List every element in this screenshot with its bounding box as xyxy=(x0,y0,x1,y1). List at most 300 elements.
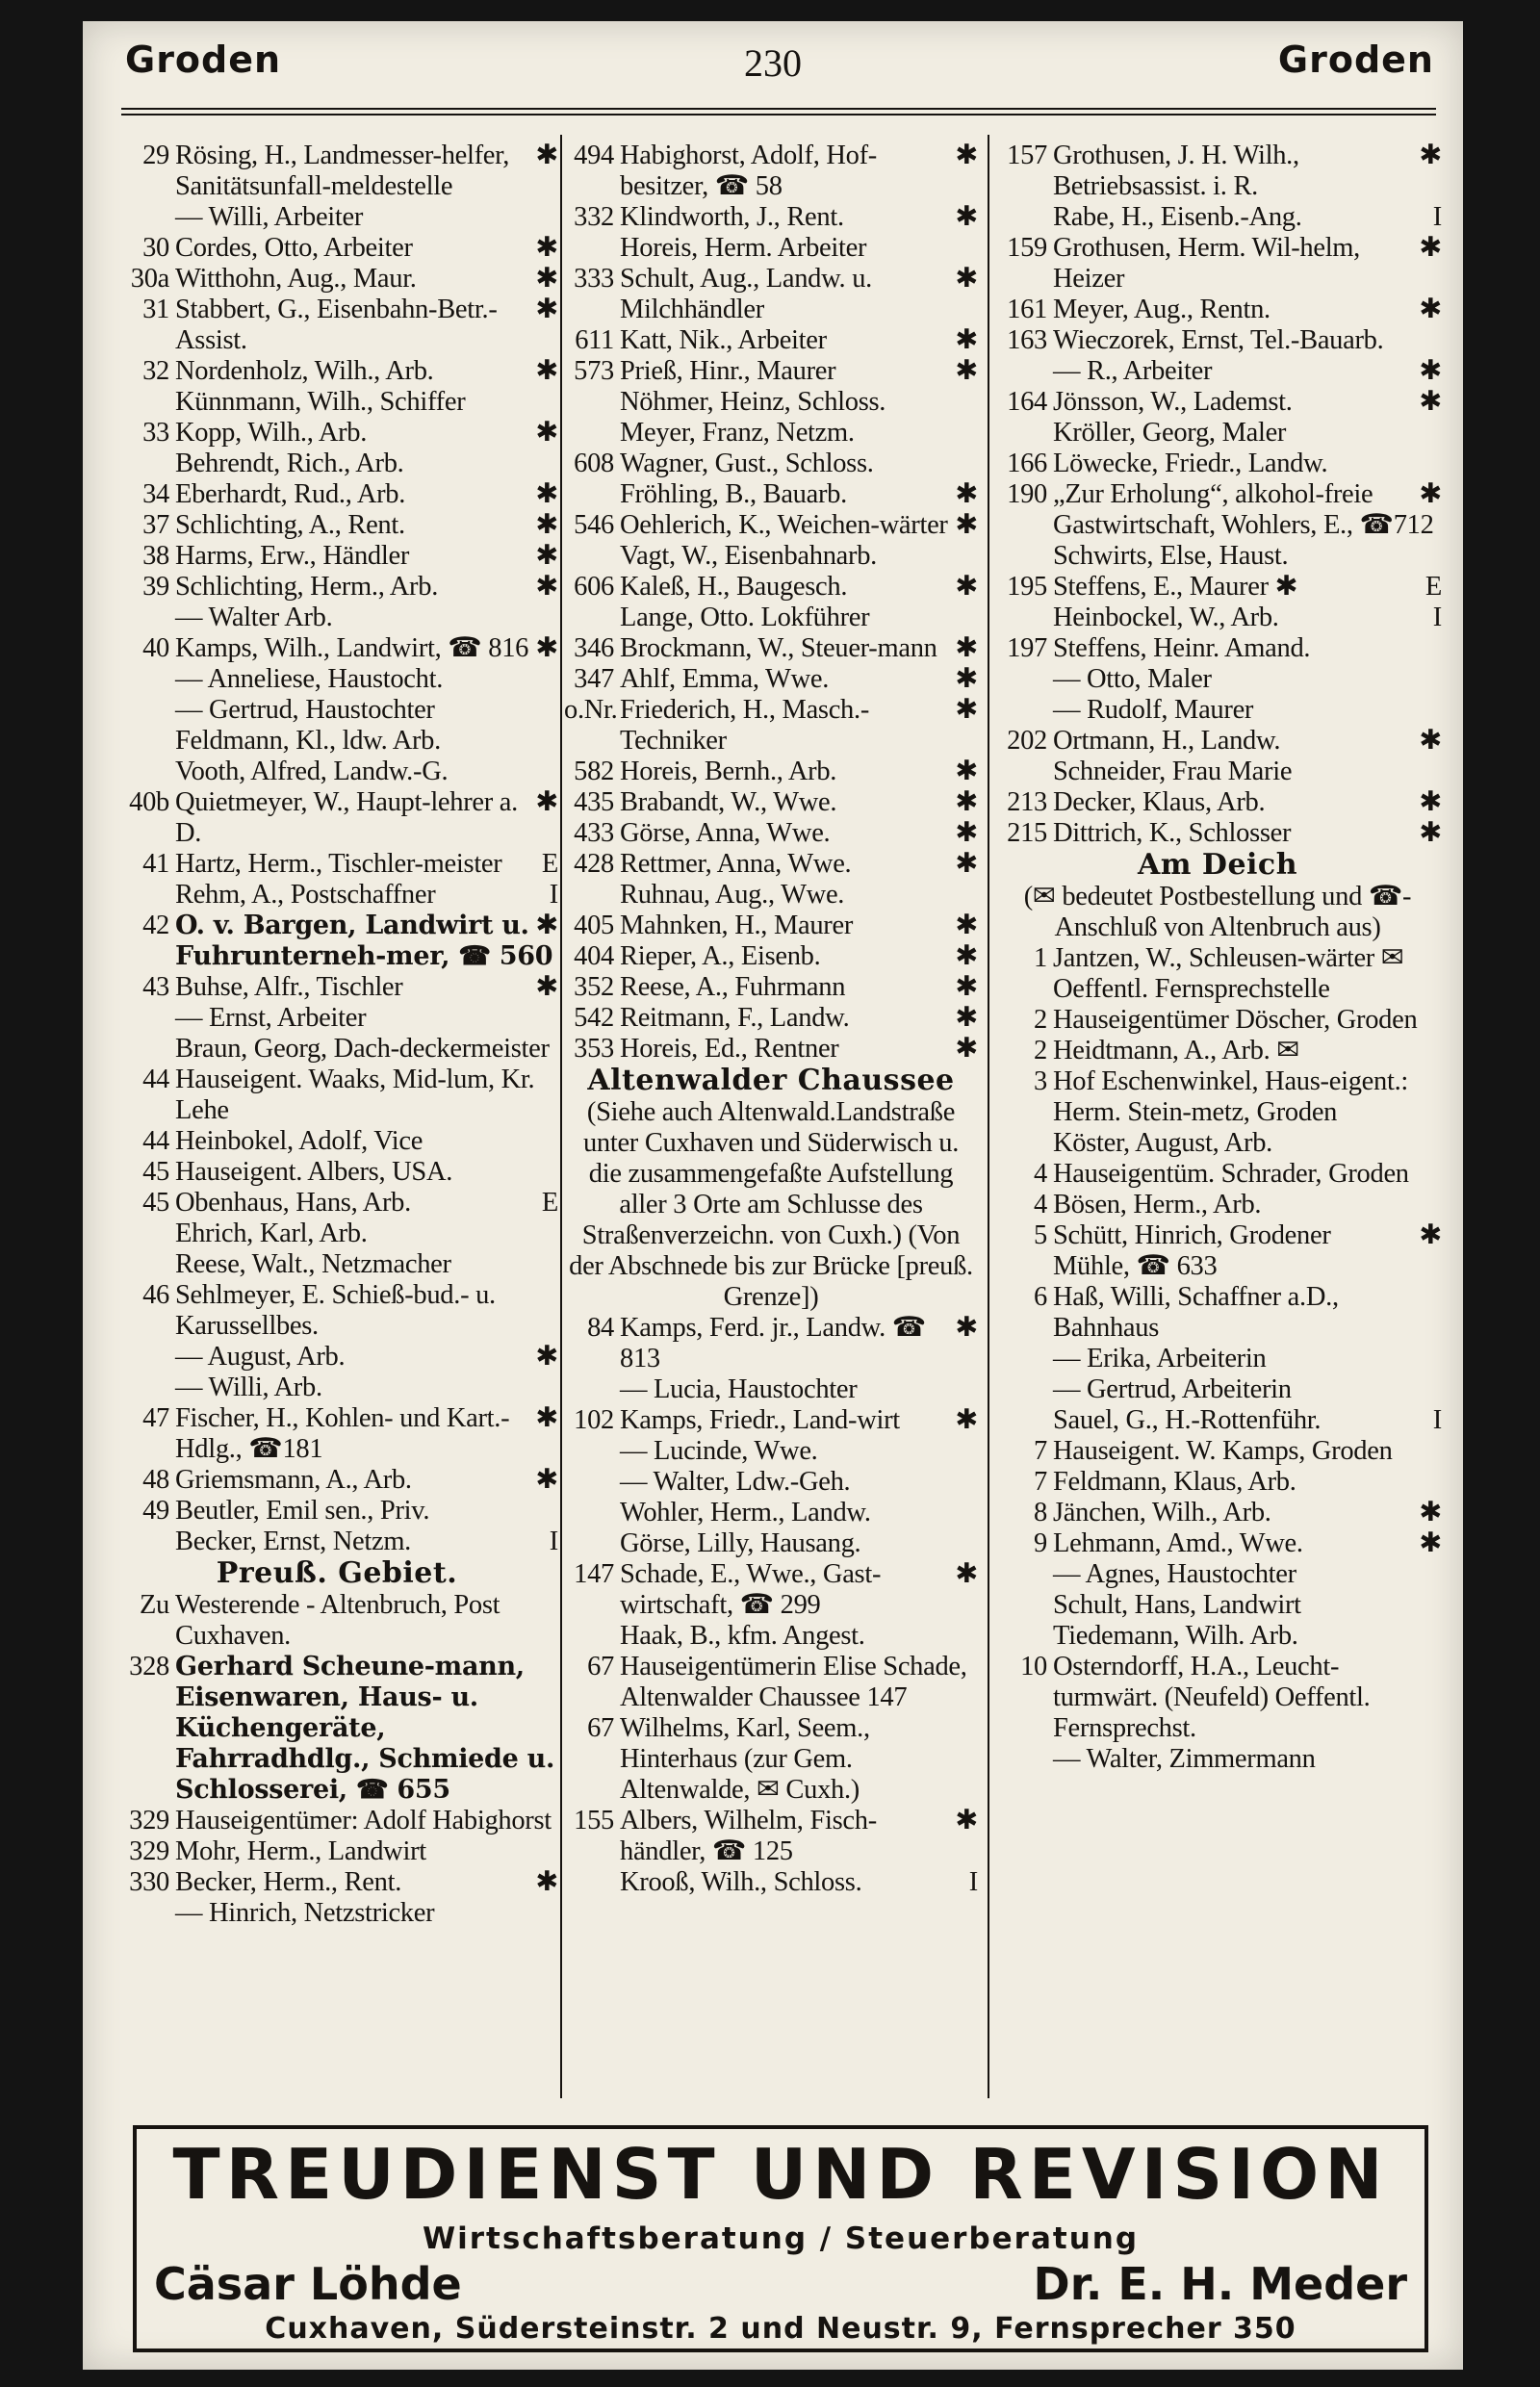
entry-symbol: ✱ xyxy=(955,510,978,540)
directory-entry xyxy=(116,1836,558,1867)
resident-text: Hauseigentümerin Elise Schade, Altenwalder Chaussee 147 xyxy=(620,1652,967,1712)
house-number: 328 xyxy=(129,1652,169,1681)
directory-entry xyxy=(564,880,978,911)
directory-entry xyxy=(564,664,978,695)
directory-entry xyxy=(993,325,1442,356)
resident-text: Köster, August, Arb. xyxy=(1053,1128,1272,1158)
resident-text: Quietmeyer, W., Haupt-lehrer a. D. xyxy=(175,787,518,848)
directory-entry xyxy=(116,141,558,202)
resident-text: Ehrich, Karl, Arb. xyxy=(175,1219,368,1248)
resident-text: Künnmann, Wilh., Schiffer xyxy=(175,387,466,417)
house-number: 329 xyxy=(129,1806,169,1835)
directory-entry xyxy=(116,418,558,449)
resident-text: Klindworth, J., Rent. xyxy=(620,202,844,232)
resident-text: Steffens, E., Maurer ✱ xyxy=(1053,572,1298,602)
house-number: 346 xyxy=(574,633,614,663)
entry-symbol: ✱ xyxy=(1419,1498,1442,1527)
resident-text: Kamps, Ferd. jr., Landw. ☎ 813 xyxy=(620,1313,926,1373)
resident-text: Schütt, Hinrich, Grodener Mühle, ☎ 633 xyxy=(1053,1220,1331,1281)
resident-text: Mahnken, H., Maurer xyxy=(620,911,854,940)
resident-text: — Hinrich, Netzstricker xyxy=(175,1898,435,1928)
house-number: 2 xyxy=(1034,1036,1047,1065)
resident-text: Meyer, Aug., Rentn. xyxy=(1053,295,1270,324)
house-number: 4 xyxy=(1034,1159,1047,1189)
resident-text: Becker, Herm., Rent. xyxy=(175,1867,402,1897)
house-number: 31 xyxy=(142,295,169,324)
resident-text: Becker, Ernst, Netzm. xyxy=(175,1527,412,1556)
directory-entry xyxy=(116,757,558,787)
directory-entry xyxy=(116,510,558,541)
section-heading: Am Deich xyxy=(1137,848,1298,882)
directory-entry xyxy=(564,1713,978,1806)
directory-entry xyxy=(993,1652,1442,1744)
resident-text: Feldmann, Kl., ldw. Arb. xyxy=(175,726,441,756)
house-number: 43 xyxy=(142,972,169,1002)
directory-entry xyxy=(993,1590,1442,1621)
house-number: 39 xyxy=(142,572,169,602)
directory-entry xyxy=(564,911,978,941)
entry-symbol: ✱ xyxy=(955,757,978,786)
resident-text: Albers, Wilhelm, Fisch-händler, ☎ 125 xyxy=(620,1806,877,1866)
ad-name-right: Dr. E. H. Meder xyxy=(1033,2258,1407,2310)
directory-entry xyxy=(993,664,1442,695)
entry-symbol: ✱ xyxy=(955,572,978,602)
directory-entry xyxy=(116,387,558,418)
resident-text: Hauseigentümer Döscher, Groden xyxy=(1053,1005,1418,1035)
entry-symbol: ✱ xyxy=(535,233,558,263)
directory-entry xyxy=(993,1405,1442,1436)
resident-text: Rösing, H., Landmesser-helfer, Sanitätsunfall-meldestelle xyxy=(175,141,510,201)
directory-entry xyxy=(116,356,558,387)
resident-text: Krooß, Wilh., Schloss. xyxy=(620,1867,862,1897)
directory-entry xyxy=(116,295,558,356)
directory-entry xyxy=(564,141,978,202)
house-number: 7 xyxy=(1034,1467,1047,1497)
resident-text: Hauseigent. W. Kamps, Groden xyxy=(1053,1436,1393,1466)
entry-symbol: I xyxy=(1432,603,1442,632)
directory-entry xyxy=(993,1036,1442,1066)
directory-entry xyxy=(116,633,558,664)
resident-text: Schult, Hans, Landwirt xyxy=(1053,1590,1301,1620)
entry-symbol: ✱ xyxy=(535,1867,558,1897)
directory-entry xyxy=(993,541,1442,572)
directory-entry xyxy=(116,1065,558,1126)
directory-entry xyxy=(116,1527,558,1557)
resident-text: Kamps, Friedr., Land-wirt xyxy=(620,1405,900,1435)
house-number: 546 xyxy=(574,510,614,540)
directory-entry xyxy=(116,787,558,849)
directory-entry xyxy=(564,356,978,387)
resident-text: Dittrich, K., Schlosser xyxy=(1053,818,1292,848)
entry-symbol: ✱ xyxy=(1419,479,1442,509)
ad-headline: TREUDIENST UND REVISION xyxy=(172,2134,1389,2215)
entry-symbol: E xyxy=(541,1188,558,1218)
ad-address: Cuxhaven, Südersteinstr. 2 und Neustr. 9, Fernsprecher 350 xyxy=(265,2312,1296,2346)
resident-text: Haak, B., kfm. Angest. xyxy=(620,1621,865,1651)
directory-entry xyxy=(116,541,558,572)
entry-symbol: ✱ xyxy=(955,1003,978,1033)
directory-entry xyxy=(116,849,558,880)
entry-symbol: ✱ xyxy=(535,541,558,571)
entry-symbol: ✱ xyxy=(955,695,978,725)
entry-symbol: ✱ xyxy=(955,1034,978,1064)
page-header xyxy=(83,21,1463,108)
house-number: 147 xyxy=(574,1559,614,1589)
resident-text: Hartz, Herm., Tischler-meister xyxy=(175,849,502,879)
resident-text: Katt, Nik., Arbeiter xyxy=(620,325,827,355)
entry-symbol: ✱ xyxy=(955,356,978,386)
resident-text: Heinbockel, W., Arb. xyxy=(1053,603,1279,632)
directory-entry xyxy=(564,1806,978,1867)
house-number: 161 xyxy=(1007,295,1047,324)
resident-text: — Otto, Maler xyxy=(1053,664,1212,694)
resident-text: — Walter, Zimmermann xyxy=(1053,1744,1316,1774)
directory-entry xyxy=(993,1159,1442,1190)
directory-entry xyxy=(993,1744,1442,1775)
entry-symbol: ✱ xyxy=(955,1559,978,1589)
directory-entry xyxy=(993,233,1442,295)
directory-entry xyxy=(564,1313,978,1374)
column-3 xyxy=(993,141,1442,1775)
resident-text: Heinbokel, Adolf, Vice xyxy=(175,1126,424,1156)
directory-entry xyxy=(993,818,1442,849)
resident-text: — Ernst, Arbeiter xyxy=(175,1003,367,1033)
directory-entry xyxy=(993,1528,1442,1559)
house-number: 40b xyxy=(129,787,169,817)
directory-entry xyxy=(116,264,558,295)
resident-text: Braun, Georg, Dach-deckermeister xyxy=(175,1034,550,1064)
house-number: 42 xyxy=(142,911,169,940)
entry-symbol: ✱ xyxy=(955,787,978,817)
resident-text: — Walter Arb. xyxy=(175,603,333,632)
directory-entry xyxy=(564,1374,978,1405)
directory-entry xyxy=(564,233,978,264)
directory-entry xyxy=(564,479,978,510)
directory-entry xyxy=(564,1467,978,1498)
house-number: 330 xyxy=(129,1867,169,1897)
resident-text: Decker, Klaus, Arb. xyxy=(1053,787,1266,817)
house-number: 404 xyxy=(574,941,614,971)
resident-text: Behrendt, Rich., Arb. xyxy=(175,449,404,478)
directory-entry xyxy=(993,479,1442,541)
column-2 xyxy=(564,141,978,1898)
resident-text: Eberhardt, Rud., Arb. xyxy=(175,479,406,509)
directory-entry xyxy=(116,972,558,1003)
directory-entry xyxy=(116,726,558,757)
house-number: 40 xyxy=(142,633,169,663)
directory-entry xyxy=(116,479,558,510)
directory-entry xyxy=(993,1220,1442,1282)
entry-symbol: E xyxy=(1424,572,1442,602)
resident-text: Reese, A., Fuhrmann xyxy=(620,972,846,1002)
house-number: 157 xyxy=(1007,141,1047,170)
directory-entry xyxy=(993,1467,1442,1498)
directory-entry xyxy=(993,943,1442,1005)
directory-entry xyxy=(993,295,1442,325)
directory-entry xyxy=(993,1498,1442,1528)
house-number: 329 xyxy=(129,1836,169,1866)
house-number: 606 xyxy=(574,572,614,602)
resident-text: Nordenholz, Wilh., Arb. xyxy=(175,356,434,386)
directory-entry xyxy=(116,695,558,726)
house-number: 353 xyxy=(574,1034,614,1064)
entry-symbol: ✱ xyxy=(955,818,978,848)
resident-text: Wieczorek, Ernst, Tel.-Bauarb. xyxy=(1053,325,1384,355)
entry-symbol: ✱ xyxy=(535,572,558,602)
entry-symbol: ✱ xyxy=(1419,1220,1442,1250)
directory-entry xyxy=(564,972,978,1003)
entry-symbol: I xyxy=(1432,1405,1442,1435)
entry-symbol: ✱ xyxy=(1419,233,1442,263)
resident-text: Reese, Walt., Netzmacher xyxy=(175,1249,451,1279)
entry-symbol: ✱ xyxy=(955,664,978,694)
directory-entry xyxy=(564,1498,978,1528)
directory-entry xyxy=(564,849,978,880)
house-number: o.Nr. xyxy=(564,695,618,725)
entry-symbol: ✱ xyxy=(535,1342,558,1372)
entry-symbol: ✱ xyxy=(535,633,558,663)
entry-symbol: ✱ xyxy=(955,479,978,509)
house-number: 5 xyxy=(1034,1220,1047,1250)
directory-entry xyxy=(116,1280,558,1342)
resident-text: Hauseigent. Albers, USA. xyxy=(175,1157,453,1187)
directory-entry xyxy=(564,818,978,849)
ad-name-left: Cäsar Löhde xyxy=(154,2258,462,2310)
directory-entry xyxy=(116,1342,558,1373)
entry-symbol: ✱ xyxy=(535,1465,558,1495)
house-number: 159 xyxy=(1007,233,1047,263)
house-number: 405 xyxy=(574,911,614,940)
section-note: (✉ bedeutet Postbestellung und ☎-Anschluß von Altenbruch aus) xyxy=(1023,882,1412,942)
resident-text: — Walter, Ldw.-Geh. xyxy=(620,1467,851,1497)
resident-text: Witthohn, Aug., Maur. xyxy=(175,264,417,294)
house-number: 582 xyxy=(574,757,614,786)
house-number: 190 xyxy=(1007,479,1047,509)
entry-symbol: ✱ xyxy=(955,972,978,1002)
entry-symbol: ✱ xyxy=(535,264,558,294)
resident-text: Rehm, A., Postschaffner xyxy=(175,880,436,910)
house-number: 8 xyxy=(1034,1498,1047,1527)
directory-entry xyxy=(993,1374,1442,1405)
house-number: 573 xyxy=(574,356,614,386)
resident-text: Schwirts, Else, Haust. xyxy=(1053,541,1289,571)
directory-entry xyxy=(116,1126,558,1157)
resident-text: Kopp, Wilh., Arb. xyxy=(175,418,368,448)
resident-text: Fröhling, B., Bauarb. xyxy=(620,479,847,509)
house-number: 84 xyxy=(587,1313,614,1343)
house-number: 195 xyxy=(1007,572,1047,602)
resident-text: Reitmann, F., Landw. xyxy=(620,1003,850,1033)
resident-text: Lehmann, Amd., Wwe. xyxy=(1053,1528,1303,1558)
directory-entry xyxy=(993,1190,1442,1220)
entry-symbol: E xyxy=(541,849,558,879)
resident-text: Wilhelms, Karl, Seem., Hinterhaus (zur Gem. Altenwalde, ✉ Cuxh.) xyxy=(620,1713,870,1805)
entry-symbol: ✱ xyxy=(955,325,978,355)
resident-text: Brockmann, W., Steuer-mann xyxy=(620,633,937,663)
resident-text: Schlichting, Herm., Arb. xyxy=(175,572,439,602)
resident-text: Schult, Aug., Landw. u. Milchhändler xyxy=(620,264,872,324)
house-number: 2 xyxy=(1034,1005,1047,1035)
directory-entry xyxy=(564,787,978,818)
house-number: 41 xyxy=(142,849,169,879)
directory-entry xyxy=(993,633,1442,664)
resident-text: Bösen, Herm., Arb. xyxy=(1053,1190,1262,1219)
directory-entry xyxy=(564,757,978,787)
resident-text: Schade, E., Wwe., Gast-wirtschaft, ☎ 299 xyxy=(620,1559,882,1620)
house-number: 164 xyxy=(1007,387,1047,417)
resident-text: — Willi, Arb. xyxy=(175,1373,322,1402)
column-divider xyxy=(560,135,562,2098)
resident-text: Jönsson, W., Lademst. xyxy=(1053,387,1293,417)
directory-entry xyxy=(116,572,558,603)
directory-entry xyxy=(116,1590,558,1652)
entry-symbol: ✱ xyxy=(1419,1528,1442,1558)
resident-text: Schlichting, A., Rent. xyxy=(175,510,405,540)
resident-text: — Erika, Arbeiterin xyxy=(1053,1344,1267,1373)
directory-entry xyxy=(993,1621,1442,1652)
directory-entry xyxy=(116,1403,558,1465)
resident-text: — Willi, Arbeiter xyxy=(175,202,364,232)
directory-entry xyxy=(564,1436,978,1467)
directory-entry xyxy=(116,1219,558,1249)
resident-text: Jantzen, W., Schleusen-wärter ✉ Oeffentl. Fernsprechstelle xyxy=(1053,943,1404,1004)
resident-text: Buhse, Alfr., Tischler xyxy=(175,972,403,1002)
resident-text: — Rudolf, Maurer xyxy=(1053,695,1254,725)
directory-entry xyxy=(993,603,1442,633)
house-number: 29 xyxy=(142,141,169,170)
directory-entry xyxy=(564,325,978,356)
entry-symbol: ✱ xyxy=(535,295,558,324)
directory-entry xyxy=(116,202,558,233)
directory-entry xyxy=(564,1652,978,1713)
header-rule xyxy=(121,114,1436,116)
directory-entry xyxy=(993,418,1442,449)
directory-entry xyxy=(993,1344,1442,1374)
entry-symbol: ✱ xyxy=(535,911,558,940)
entry-symbol: ✱ xyxy=(955,141,978,170)
house-number: 10 xyxy=(1020,1652,1047,1681)
house-number: 163 xyxy=(1007,325,1047,355)
resident-text: Vooth, Alfred, Landw.-G. xyxy=(175,757,449,786)
house-number: 9 xyxy=(1034,1528,1047,1558)
directory-entry xyxy=(116,1373,558,1403)
directory-entry xyxy=(116,1898,558,1929)
directory-entry xyxy=(993,1128,1442,1159)
entry-symbol: ✱ xyxy=(1419,387,1442,417)
resident-text: Friederich, H., Masch.-Techniker xyxy=(620,695,870,756)
resident-text: Rabe, H., Eisenb.-Ang. xyxy=(1053,202,1302,232)
resident-text: Stabbert, G., Eisenbahn-Betr.-Assist. xyxy=(175,295,498,355)
house-number: 7 xyxy=(1034,1436,1047,1466)
resident-text: Rettmer, Anna, Wwe. xyxy=(620,849,852,879)
resident-text: Hof Eschenwinkel, Haus-eigent.: Herm. Stein-metz, Groden xyxy=(1053,1066,1409,1127)
resident-text: — R., Arbeiter xyxy=(1053,356,1213,386)
directory-entry xyxy=(993,356,1442,387)
resident-text: Horeis, Bernh., Arb. xyxy=(620,757,837,786)
resident-text: „Zur Erholung“, alkohol-freie Gastwirtschaft, Wohlers, E., ☎712 xyxy=(1053,479,1434,540)
entry-symbol: ✱ xyxy=(955,1806,978,1835)
resident-text: Gerhard Scheune-mann, Eisenwaren, Haus- u. Küchengeräte, Fahrradhdlg., Schmiede u. Schlosserei, ☎ 655 xyxy=(175,1652,555,1805)
entry-symbol: ✱ xyxy=(535,479,558,509)
entry-symbol: ✱ xyxy=(535,418,558,448)
house-number: 1 xyxy=(1034,943,1047,973)
entry-symbol: ✱ xyxy=(535,141,558,170)
resident-text: Harms, Erw., Händler xyxy=(175,541,410,571)
directory-entry xyxy=(564,695,978,757)
directory-entry xyxy=(564,387,978,418)
resident-text: Grothusen, J. H. Wilh., Betriebsassist. i. R. xyxy=(1053,141,1299,201)
resident-text: — Lucinde, Wwe. xyxy=(620,1436,818,1466)
resident-text: Cordes, Otto, Arbeiter xyxy=(175,233,413,263)
resident-text: Ortmann, H., Landw. xyxy=(1053,726,1281,756)
resident-text: Hauseigentümer: Adolf Habighorst xyxy=(175,1806,552,1835)
resident-text: Lange, Otto. Lokführer xyxy=(620,603,870,632)
entry-symbol: ✱ xyxy=(535,787,558,817)
directory-entry xyxy=(116,1465,558,1496)
resident-text: — Anneliese, Haustocht. xyxy=(175,664,444,694)
resident-text: Brabandt, W., Wwe. xyxy=(620,787,837,817)
entry-symbol: ✱ xyxy=(955,911,978,940)
directory-entry xyxy=(993,1436,1442,1467)
entry-symbol: ✱ xyxy=(535,1403,558,1433)
entry-symbol: ✱ xyxy=(955,1313,978,1343)
resident-text: Griemsmann, A., Arb. xyxy=(175,1465,412,1495)
entry-symbol: ✱ xyxy=(1419,295,1442,324)
directory-entry xyxy=(993,1066,1442,1128)
directory-entry xyxy=(564,1405,978,1436)
resident-text: Westerende - Altenbruch, Post Cuxhaven. xyxy=(175,1590,500,1651)
directory-entry xyxy=(993,1005,1442,1036)
entry-symbol: I xyxy=(968,1867,978,1897)
resident-text: Osterndorff, H.A., Leucht-turmwärt. (Neufeld) Oeffentl. Fernsprechst. xyxy=(1053,1652,1371,1743)
directory-entry xyxy=(564,1528,978,1559)
house-number: 433 xyxy=(574,818,614,848)
house-number: 333 xyxy=(574,264,614,294)
entry-symbol: ✱ xyxy=(1419,141,1442,170)
house-number: 44 xyxy=(142,1126,169,1156)
entry-symbol: ✱ xyxy=(535,972,558,1002)
resident-text: Tiedemann, Wilh. Arb. xyxy=(1053,1621,1298,1651)
entry-symbol: ✱ xyxy=(955,264,978,294)
house-number: 494 xyxy=(574,141,614,170)
resident-text: Fischer, H., Kohlen- und Kart.-Hdlg., ☎181 xyxy=(175,1403,510,1464)
resident-text: Sehlmeyer, E. Schieß-bud.- u. Karussellbes. xyxy=(175,1280,496,1341)
header-rule xyxy=(121,108,1436,110)
house-number: 38 xyxy=(142,541,169,571)
entry-symbol: ✱ xyxy=(1419,726,1442,756)
section-heading: Preuß. Gebiet. xyxy=(216,1556,458,1590)
house-number: 45 xyxy=(142,1157,169,1187)
house-number: 44 xyxy=(142,1065,169,1094)
directory-entry xyxy=(116,911,558,972)
resident-text: Kamps, Wilh., Landwirt, ☎ 816 xyxy=(175,633,529,663)
directory-entry xyxy=(993,1282,1442,1344)
directory-entry xyxy=(116,1652,558,1806)
resident-text: Kaleß, H., Baugesch. xyxy=(620,572,848,602)
resident-text: — Gertrud, Haustochter xyxy=(175,695,435,725)
column-divider xyxy=(988,135,989,2098)
house-number: 32 xyxy=(142,356,169,386)
house-number: Zu xyxy=(139,1590,169,1620)
resident-text: Rieper, A., Eisenb. xyxy=(620,941,821,971)
resident-text: Wohler, Herm., Landw. xyxy=(620,1498,871,1527)
entry-symbol: ✱ xyxy=(955,1405,978,1435)
house-number: 332 xyxy=(574,202,614,232)
directory-entry xyxy=(564,1559,978,1621)
resident-text: Obenhaus, Hans, Arb. xyxy=(175,1188,411,1218)
entry-symbol: ✱ xyxy=(535,356,558,386)
resident-text: Heidtmann, A., Arb. ✉ xyxy=(1053,1036,1299,1065)
